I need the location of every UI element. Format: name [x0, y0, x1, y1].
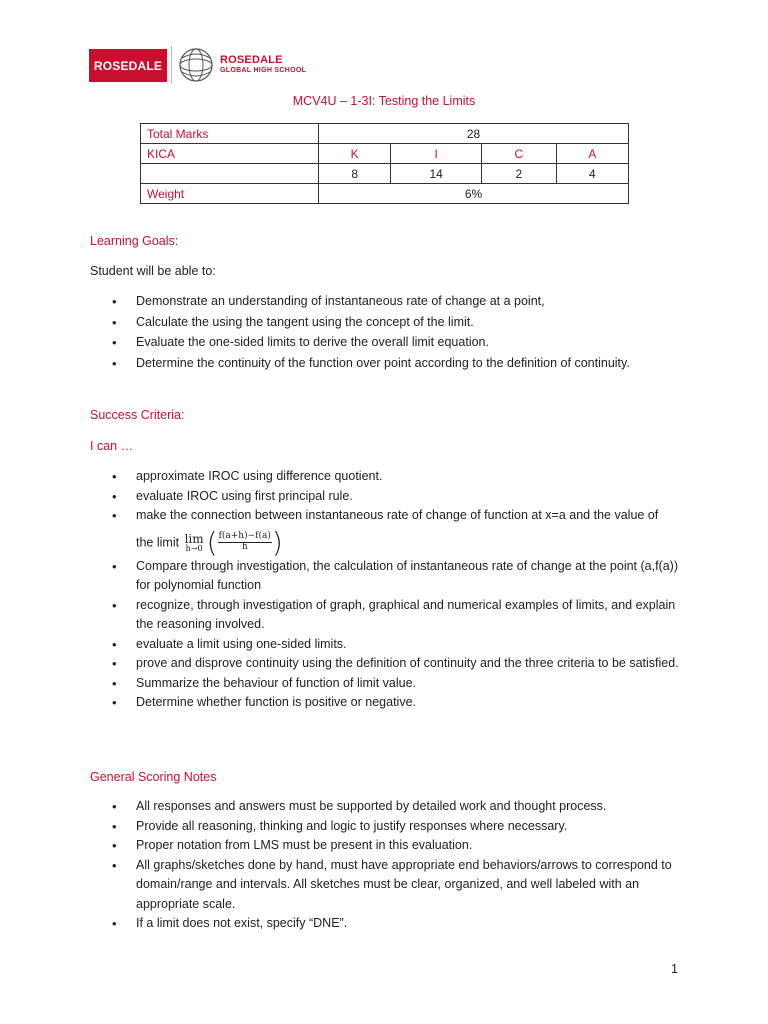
list-item: • Evaluate the one-sided limits to derive the overall limit equation. — [90, 333, 690, 353]
list-item: • approximate IROC using difference quotient. — [90, 467, 690, 487]
success-criteria-heading: Success Criteria: — [90, 408, 185, 422]
list-item — [90, 506, 690, 557]
learning-goals-intro: Student will be able to: — [90, 264, 216, 278]
value-c: 2 — [482, 164, 557, 184]
empty-cell — [141, 164, 319, 184]
list-item: • Determine the continuity of the function over point according to the definition of continuity. — [90, 354, 690, 374]
limit-expression — [136, 525, 283, 559]
rosedale-logo-box: ROSEDALE — [89, 49, 167, 82]
list-item: • evaluate IROC using first principal rule. — [90, 487, 690, 507]
list-item: • Demonstrate an understanding of instantaneous rate of change at a point, — [90, 292, 690, 312]
category-k: K — [319, 144, 391, 164]
category-a: A — [556, 144, 628, 164]
table-row — [141, 144, 629, 164]
list-item: • prove and disprove continuity using the definition of continuity and the three criteria to be satisfied. — [90, 654, 690, 674]
list-item: • Summarize the behaviour of function of limit value. — [90, 674, 690, 694]
limit-prefix: the limit — [136, 534, 180, 549]
list-item-text: make the connection between instantaneous rate of change of function at x=a and the value of — [136, 508, 659, 522]
list-item: • Calculate the using the tangent using the concept of the limit. — [90, 313, 690, 333]
total-marks-label: Total Marks — [141, 124, 319, 144]
category-i: I — [391, 144, 482, 164]
success-criteria-list — [90, 467, 690, 713]
quotient-denominator: h — [241, 542, 248, 552]
learning-goals-heading: Learning Goals: — [90, 234, 179, 248]
table-row — [141, 184, 629, 204]
limit-subscript: h→0 — [185, 543, 203, 553]
left-paren-icon: ( — [206, 525, 218, 559]
list-item: • If a limit does not exist, specify “DNE”. — [90, 914, 690, 934]
right-paren-icon: ) — [271, 525, 283, 559]
quotient-numerator: f(a+h)−f(a) — [218, 531, 271, 542]
weight-value: 6% — [319, 184, 629, 204]
logo-divider — [171, 46, 172, 84]
value-a: 4 — [556, 164, 628, 184]
school-name: ROSEDALE — [220, 54, 283, 66]
limit-formula — [183, 525, 283, 559]
list-item: • All graphs/sketches done by hand, must have appropriate end behaviors/arrows to correspond to domain/range and intervals. All sketches must be clear, organized, and well labeled with an appropriate scale. — [90, 856, 690, 915]
learning-goals-list — [90, 292, 690, 373]
list-item: • Compare through investigation, the calculation of instantaneous rate of change at the point (a,f(a)) for polynomial function — [90, 557, 690, 596]
list-item: • Proper notation from LMS must be present in this evaluation. — [90, 836, 690, 856]
globe-icon — [177, 46, 215, 84]
scoring-notes-list — [90, 797, 690, 934]
list-item: • recognize, through investigation of graph, graphical and numerical examples of limits, and explain the reasoning involved. — [90, 596, 690, 635]
kica-label: KICA — [141, 144, 319, 164]
scoring-notes-heading: General Scoring Notes — [90, 770, 217, 784]
table-row — [141, 124, 629, 144]
document-title: MCV4U – 1-3I: Testing the Limits — [292, 94, 476, 108]
category-c: C — [482, 144, 557, 164]
value-i: 14 — [391, 164, 482, 184]
marks-table — [140, 123, 629, 204]
value-k: 8 — [319, 164, 391, 184]
list-item: • Determine whether function is positive or negative. — [90, 693, 690, 713]
limit-word: lim — [184, 531, 204, 546]
weight-label: Weight — [141, 184, 319, 204]
page-number: 1 — [671, 962, 678, 976]
total-marks-value: 28 — [319, 124, 629, 144]
difference-quotient — [218, 532, 272, 553]
list-item: • All responses and answers must be supported by detailed work and thought process. — [90, 797, 690, 817]
table-row — [141, 164, 629, 184]
school-subtitle: GLOBAL HIGH SCHOOL — [220, 67, 307, 74]
list-item: • evaluate a limit using one-sided limits. — [90, 635, 690, 655]
list-item: • Provide all reasoning, thinking and logic to justify responses where necessary. — [90, 817, 690, 837]
limit-operator — [185, 533, 204, 553]
i-can-heading: I can … — [90, 439, 134, 453]
